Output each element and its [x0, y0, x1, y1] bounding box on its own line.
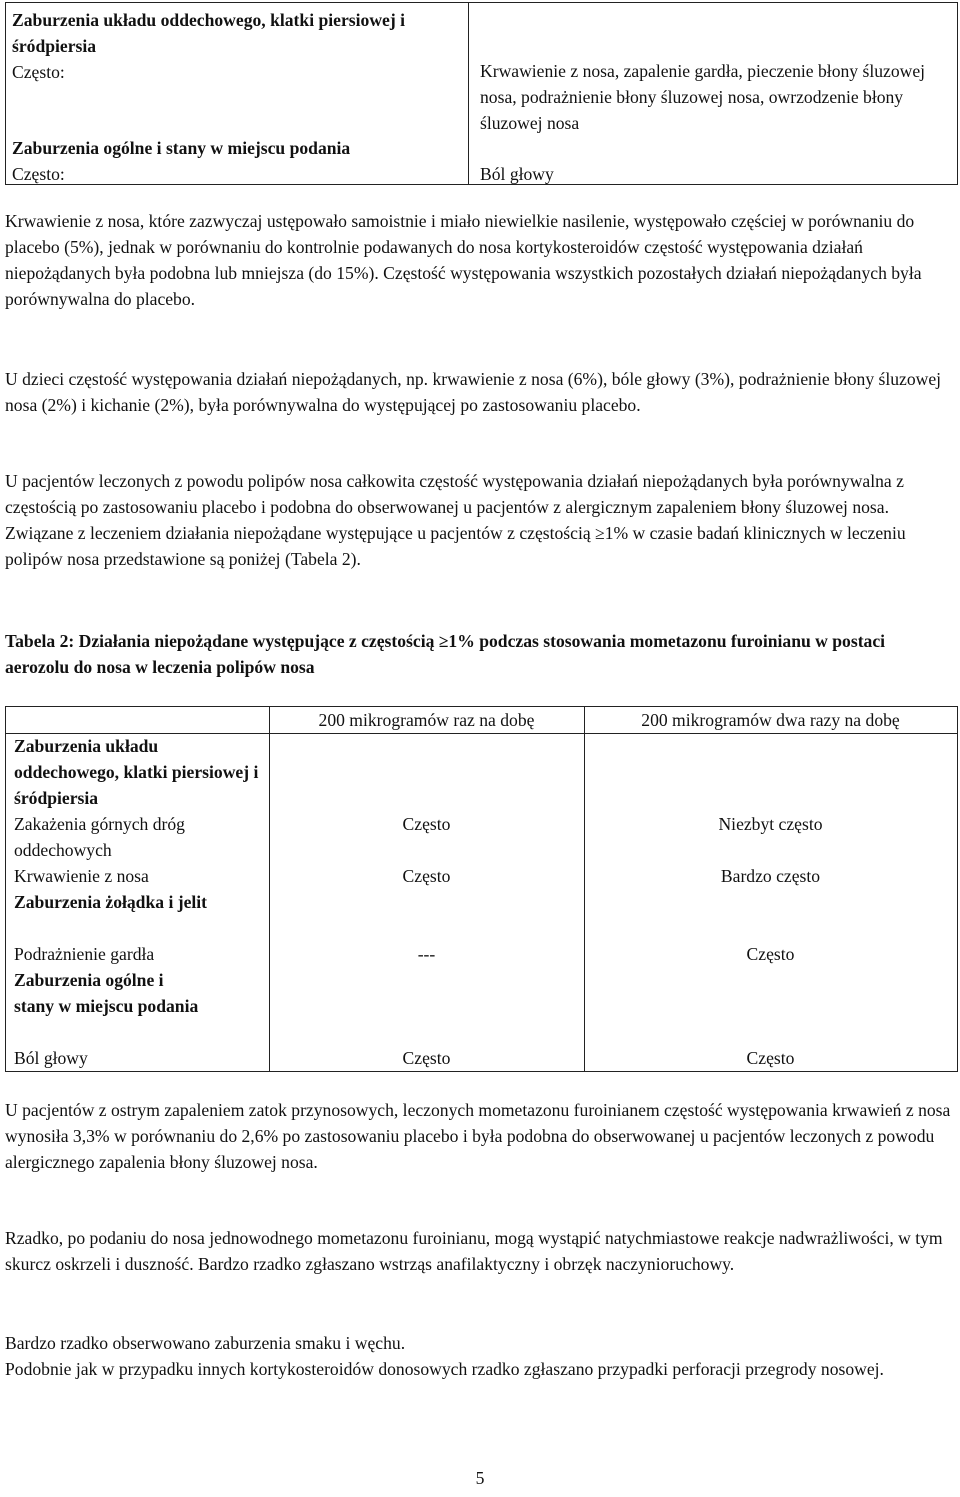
frequency-label: Często: [12, 164, 65, 184]
table-group-heading: Zaburzenia układu oddechowego, klatki piersiowej i śródpiersia [14, 736, 259, 808]
soc-heading-general: Zaburzenia ogólne i stany w miejscu podania Często: [12, 138, 351, 184]
table-cell: Często [746, 944, 795, 964]
column-header: 200 mikrogramów raz na dobę [318, 710, 535, 730]
paragraph-hypersensitivity: Rzadko, po podaniu do nosa jednowodnego mometazonu furoinianu, mogą wystąpić natychmiastowe reakcje nadwrażliwości, w tym skurcz oskrzeli i duszność. Bardzo rzadko zgłaszano wstrząs anafilaktyczny i obrzęk naczynioruchowy. [5, 1228, 943, 1274]
soc-heading-respiratory: Zaburzenia układu oddechowego, klatki piersiowej i śródpiersia Często: [12, 10, 405, 82]
paragraph-sinusitis: U pacjentów z ostrym zapaleniem zatok przynosowych, leczonych mometazonu furoinianem częstość występowania krwawień z nosa wynosiła 3,3% w porównaniu do 2,6% po zastosowaniu placebo i była podobna do obserwowanej u pacjentów leczonych z powodu alergicznego zapalenia błony śluzowej nosa. [5, 1100, 951, 1172]
table-cell: Bardzo często [720, 866, 821, 886]
column-divider [468, 3, 469, 184]
page-number: 5 [475, 1468, 485, 1488]
table2-caption: Tabela 2: Działania niepożądane występujące z częstością ≥1% podczas stosowania mometazonu furoinianu w postaci aerozolu do nosa w leczenia polipów nosa [5, 631, 886, 677]
table-group-heading: Zaburzenia ogólne i stany w miejscu podania [14, 970, 199, 1016]
paragraph-epistaxis: Krwawienie z nosa, które zazwyczaj ustępowało samoistnie i miało niewielkie nasilenie, występowało częściej w porównaniu do placebo (5%), jednak w porównaniu do kontrolnie podawanych do nosa kortykosteroidów częstość występowania działań niepożądanych była podobna lub mniejsza (do 15%). Częstość występowania wszystkich pozostałych działań niepożądanych była porównywalna do placebo. [5, 211, 922, 309]
table-cell: Często [746, 1048, 795, 1068]
top-table [5, 2, 958, 185]
paragraph-taste-smell: Bardzo rzadko obserwowano zaburzenia smaku i węchu. [5, 1333, 406, 1353]
table-cell: Często [402, 866, 451, 886]
paragraph-nasal-polyps: U pacjentów leczonych z powodu polipów nosa całkowita częstość występowania działań niepożądanych była porównywalna z częstością po zastosowaniu placebo i podobna do obserwowanej u pacjentów z alergicznym zapaleniem błony śluzowej nosa. Związane z leczeniem działania niepożądane występujące u pacjentów z częstością ≥1% w czasie badań klinicznych w leczeniu polipów nosa przedstawione są poniżej (Tabela 2). [5, 471, 906, 569]
table-row-label: Ból głowy [14, 1048, 88, 1068]
table-cell: Często [402, 814, 451, 834]
reactions-respiratory: Krwawienie z nosa, zapalenie gardła, pieczenie błony śluzowej nosa, podrażnienie błony śluzowej nosa, owrzodzenie błony śluzowej nosa [480, 61, 926, 133]
adverse-reactions-table [5, 706, 958, 1072]
table-group-heading: Zaburzenia żołądka i jelit [14, 892, 208, 912]
table-row-label: Zakażenia górnych dróg oddechowych [14, 814, 185, 860]
column-header: 200 mikrogramów dwa razy na dobę [641, 710, 900, 730]
table-row-label: Podrażnienie gardła [14, 944, 155, 964]
paragraph-perforation: Podobnie jak w przypadku innych kortykosteroidów donosowych rzadko zgłaszano przypadki perforacji przegrody nosowej. [5, 1359, 884, 1379]
table-cell: Często [402, 1048, 451, 1068]
frequency-label: Często: [12, 62, 65, 82]
reactions-general: Ból głowy [480, 164, 554, 184]
table-row-label: Krwawienie z nosa [14, 866, 149, 886]
paragraph-children: U dzieci częstość występowania działań niepożądanych, np. krwawienie z nosa (6%), bóle głowy (3%), podrażnienie błony śluzowej nosa (2%) i kichanie (2%), była porównywalna do występującej po zastosowaniu placebo. [5, 369, 942, 415]
table-cell: --- [417, 944, 436, 964]
table-cell: Niezbyt często [718, 814, 823, 834]
